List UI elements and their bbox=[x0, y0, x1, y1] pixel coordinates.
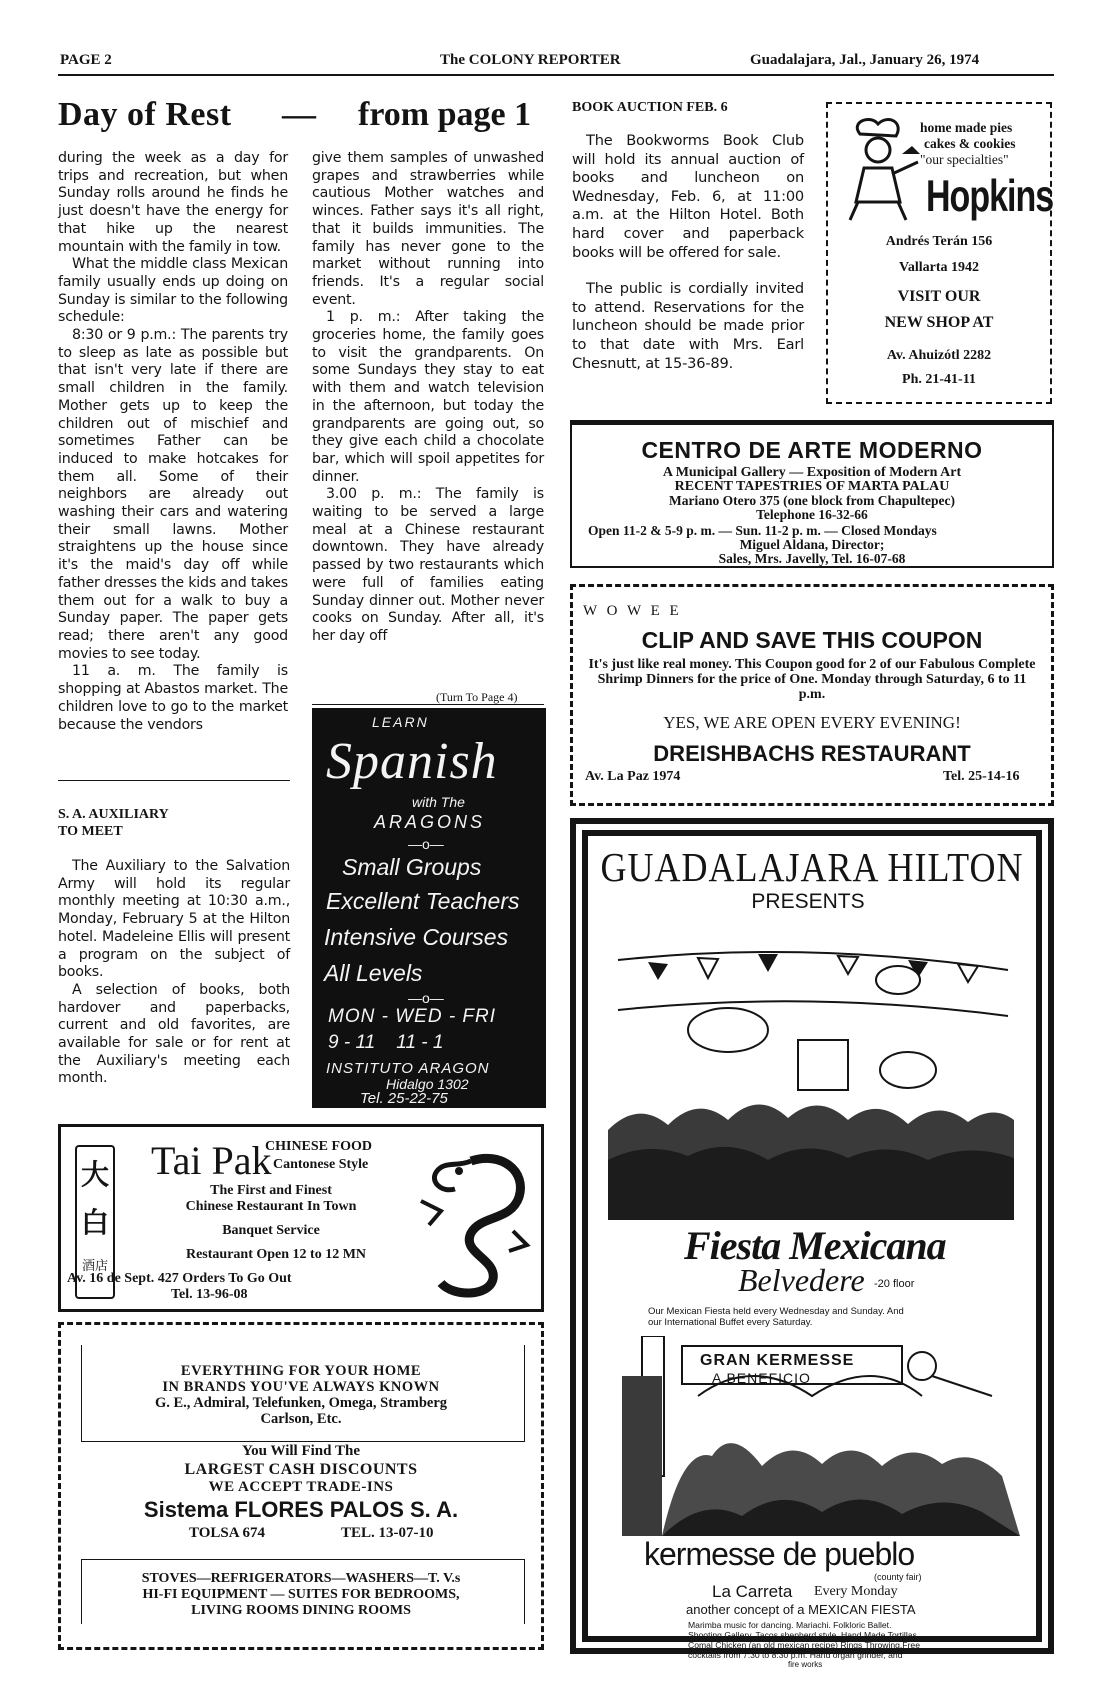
wowee-tel: Tel. 25-14-16 bbox=[943, 769, 1020, 784]
mexican-fiesta-concept: another concept of a MEXICAN FIESTA bbox=[686, 1602, 916, 1617]
taipak-glyph: 酒店 bbox=[81, 1258, 108, 1273]
taipak-line: Banquet Service bbox=[222, 1223, 320, 1238]
hopkins-ad bbox=[826, 102, 1052, 404]
palos-line: WE ACCEPT TRADE-INS bbox=[208, 1479, 394, 1495]
centro-line: RECENT TAPESTRIES OF MARTA PALAU bbox=[674, 479, 950, 494]
column-rule bbox=[312, 704, 544, 705]
palos-line: IN BRANDS YOU'VE ALWAYS KNOWN bbox=[162, 1379, 440, 1395]
taipak-glyph: 大 bbox=[80, 1160, 109, 1191]
hopkins-tagline: home made pies bbox=[920, 120, 1013, 135]
spanish-with: with The bbox=[412, 794, 465, 810]
story-paragraph: during the week as a day for trips and recreation, but when Sunday rolls around he finds he just doesn't have the energy for that hike up the nearest mountain with the family in tow. bbox=[58, 150, 288, 255]
flores-palos-ad bbox=[58, 1322, 544, 1650]
centro-line: Open 11-2 & 5-9 p. m. — Sun. 11-2 p. m. — Closed Mondays bbox=[588, 523, 937, 538]
hopkins-address: Andrés Terán 156 bbox=[885, 234, 993, 249]
story-paragraph: 11 a. m. The family is shopping at Abastos market. The children love to go to the market because the vendors bbox=[58, 663, 288, 733]
hopkins-tagline: cakes & cookies bbox=[924, 136, 1016, 151]
taipak-sub1: CHINESE FOOD bbox=[265, 1139, 372, 1154]
kermesse-county: (county fair) bbox=[874, 1572, 922, 1582]
palos-name: Sistema FLORES PALOS S. A. bbox=[143, 1497, 459, 1522]
story-paragraph: give them samples of unwashed grapes and strawberries while cautious Mother watches and winces. Father says it's all right, that it builds immunities. The family has never gone to the market without running into friends. It's a regular social event. bbox=[312, 150, 544, 308]
taipak-line: Chinese Restaurant In Town bbox=[185, 1199, 357, 1214]
spanish-line-levels: All Levels bbox=[324, 960, 423, 986]
hilton-ad bbox=[570, 818, 1054, 1669]
fiesta-description: our International Buffet every Saturday. bbox=[648, 1317, 813, 1328]
palos-bottom-line: LIVING ROOMS DINING ROOMS bbox=[191, 1603, 411, 1618]
auxiliary-headline-1: S. A. AUXILIARY bbox=[58, 807, 169, 822]
kermesse-detail: Marimba music for dancing. Mariachi. Folkloric Ballet. bbox=[688, 1620, 892, 1630]
dragon-illustration bbox=[401, 1141, 537, 1301]
kermesse-banner-sub: A BENEFICIO bbox=[712, 1370, 811, 1386]
kermesse-banner: GRAN KERMESSE bbox=[700, 1352, 855, 1369]
wowee-restaurant-name: DREISHBACHS RESTAURANT bbox=[653, 741, 971, 766]
kermesse-title: kermesse de pueblo bbox=[644, 1536, 915, 1572]
every-monday: Every Monday bbox=[814, 1584, 898, 1599]
centro-arte-ad bbox=[570, 420, 1054, 568]
book-auction-paragraph: The public is cordially invited to attend. Reservations for the luncheon should be made prior to that date with Mrs. Earl Chesnutt, at 15-36-89. bbox=[572, 280, 804, 372]
story-paragraph: 3.00 p. m.: The family is waiting to be served a large meal at a Chinese restaurant downtown. They have already passed by two restaurants which were full of families eating Sunday dinner out. Mother never cooks on Sunday. After all, it's her day off bbox=[312, 486, 544, 644]
spanish-hours: 9 - 11 11 - 1 bbox=[328, 1032, 444, 1053]
wowee-address: Av. La Paz 1974 bbox=[585, 769, 681, 784]
hopkins-visit: NEW SHOP AT bbox=[884, 314, 994, 331]
wowee-open: YES, WE ARE OPEN EVERY EVENING! bbox=[663, 713, 961, 732]
wowee-title: CLIP AND SAVE THIS COUPON bbox=[641, 627, 983, 653]
spanish-days: MON - WED - FRI bbox=[328, 1006, 497, 1027]
taipak-ad bbox=[58, 1124, 544, 1312]
auxiliary-headline-2: TO MEET bbox=[58, 824, 123, 839]
paper-name: The COLONY REPORTER bbox=[440, 52, 621, 68]
palos-tel: TEL. 13-07-10 bbox=[341, 1525, 434, 1541]
centro-line: Sales, Mrs. Javelly, Tel. 16-07-68 bbox=[718, 551, 906, 566]
auxiliary-paragraph: A selection of books, both hardover and paperbacks, current and old favorites, are available for sale or for rent at the Auxiliary's meeting each month. bbox=[58, 981, 290, 1087]
belvedere-title: Belvedere bbox=[738, 1262, 865, 1298]
kermesse-detail: fire works bbox=[788, 1660, 823, 1669]
wowee-body: It's just like real money. This Coupon good for 2 of our Fabulous Complete Shrimp Dinners for the price of One. Monday through Saturday, 6 to 11 p.m. bbox=[588, 657, 1036, 702]
spanish-dash: —o— bbox=[408, 836, 444, 852]
palos-bottom-line: STOVES—REFRIGERATORS—WASHERS—T. V.s bbox=[141, 1571, 461, 1586]
palos-line: Carlson, Etc. bbox=[260, 1411, 342, 1427]
hopkins-name: Hopkins bbox=[926, 172, 1054, 222]
centro-line: Miguel Aldana, Director; bbox=[739, 537, 885, 552]
kermesse-detail: Comal Chicken (an old mexican recipe) Rings Throwing.Free bbox=[688, 1640, 920, 1650]
belvedere-floor: -20 floor bbox=[874, 1278, 915, 1290]
spanish-tel: Tel. 25-22-75 bbox=[360, 1090, 448, 1107]
spanish-dash: —o— bbox=[408, 990, 444, 1006]
spanish-aragons: ARAGONS bbox=[374, 812, 486, 832]
story-paragraph: What the middle class Mexican family usually ends up doing on Sunday is similar to the following schedule: bbox=[58, 256, 288, 326]
centro-line: A Municipal Gallery — Exposition of Modern Art bbox=[662, 465, 962, 480]
story-headline-dash: — bbox=[282, 96, 316, 133]
wowee-coupon-ad bbox=[570, 584, 1054, 806]
hopkins-address: Av. Ahuizótl 2282 bbox=[886, 348, 992, 363]
centro-title: CENTRO DE ARTE MODERNO bbox=[641, 437, 983, 463]
taipak-line: The First and Finest bbox=[210, 1183, 332, 1198]
centro-line: Telephone 16-32-66 bbox=[756, 507, 868, 522]
hopkins-phone: Ph. 21-41-11 bbox=[902, 372, 976, 387]
book-auction-body bbox=[572, 132, 804, 373]
taipak-sub2: Cantonese Style bbox=[273, 1157, 369, 1172]
la-carreta: La Carreta bbox=[712, 1582, 793, 1601]
dateline: Guadalajara, Jal., January 26, 1974 bbox=[750, 52, 980, 68]
taipak-name: Tai Pak bbox=[151, 1138, 272, 1183]
taipak-glyph: 白 bbox=[80, 1208, 109, 1239]
taipak-line: Tel. 13-96-08 bbox=[171, 1287, 248, 1302]
palos-line: G. E., Admiral, Telefunken, Omega, Stramberg bbox=[154, 1395, 448, 1411]
spanish-learn: LEARN bbox=[372, 714, 429, 730]
palos-line: EVERYTHING FOR YOUR HOME bbox=[180, 1363, 422, 1379]
auxiliary-paragraph: The Auxiliary to the Salvation Army will hold its regular monthly meeting at 10:30 a.m., Monday, February 5 at the Hilton hotel. Madeleine Ellis will present a program on the subject of books. bbox=[58, 858, 290, 981]
fiesta-title: Fiesta Mexicana bbox=[684, 1223, 946, 1268]
spanish-line-teachers: Excellent Teachers bbox=[326, 888, 520, 914]
centro-line: Mariano Otero 375 (one block from Chapultepec) bbox=[669, 493, 955, 508]
story-column-2 bbox=[312, 150, 544, 646]
palos-line: LARGEST CASH DISCOUNTS bbox=[184, 1461, 418, 1478]
palos-bottom-line: HI-FI EQUIPMENT — SUITES FOR BEDROOMS, bbox=[142, 1587, 460, 1602]
spanish-title: Spanish bbox=[326, 733, 498, 790]
chef-icon bbox=[840, 114, 920, 224]
book-auction-paragraph: The Bookworms Book Club will hold its annual auction of books and luncheon on Wednesday, Feb. 6, at 11:00 a.m. at the Hilton Hotel. Both hard cover and paperback books will be offered for sale. bbox=[572, 132, 804, 261]
story-column-1 bbox=[58, 150, 288, 734]
hopkins-tagline: "our specialties" bbox=[920, 152, 1009, 167]
taipak-line: Av. 16 de Sept. 427 Orders To Go Out bbox=[67, 1271, 292, 1286]
story-paragraph: 8:30 or 9 p.m.: The parents try to sleep as late as possible but that isn't very late if there are small children in the family. Mother gets up to keep the children out of mischief and sometimes Father can be induced to make hotcakes for them all. Some of their neighbors are already out washing their cars and watering their small lawns. Mother straightens up the house since it's the maid's day off while father dresses the kids and takes them out for a walk to buy a Sunday paper. The paper gets read; there aren't any good movies to see today. bbox=[58, 327, 288, 662]
palos-address: TOLSA 674 bbox=[189, 1525, 266, 1541]
fiesta-description: Our Mexican Fiesta held every Wednesday and Sunday. And bbox=[648, 1306, 904, 1317]
spanish-line-small-groups: Small Groups bbox=[342, 854, 482, 880]
hopkins-address: Vallarta 1942 bbox=[899, 260, 979, 275]
spanish-street: Hidalgo 1302 bbox=[386, 1076, 469, 1092]
page-number: PAGE 2 bbox=[60, 52, 112, 68]
story-paragraph: 1 p. m.: After taking the groceries home, the family goes to visit the grandparents. On some Sundays they stay to eat with them and watch television in the afternoon, but today the grandparents are going out, so they give each child a chocolate bar, which will spoil appetites for dinner. bbox=[312, 309, 544, 485]
spanish-line-courses: Intensive Courses bbox=[324, 924, 509, 950]
fiesta-crowd-illustration bbox=[608, 920, 1014, 1220]
hilton-name: GUADALAJARA HILTON bbox=[600, 844, 1024, 890]
wowee-kicker: W O W E E bbox=[583, 603, 682, 619]
hilton-presents: PRESENTS bbox=[751, 890, 865, 913]
story-headline-right: from page 1 bbox=[358, 96, 532, 133]
story-headline-left: Day of Rest bbox=[58, 96, 232, 133]
kermesse-detail: Shooting Gallery, Tacos shepherd style, Hand Made Tortillas, bbox=[688, 1630, 920, 1640]
auxiliary-body bbox=[58, 858, 290, 1088]
taipak-line: Restaurant Open 12 to 12 MN bbox=[185, 1247, 367, 1262]
column-rule bbox=[58, 780, 290, 781]
kermesse-detail: cocktails from 7:30 to 8:30 p.m. Hand organ grinder, and bbox=[688, 1650, 903, 1660]
hopkins-visit: VISIT OUR bbox=[897, 288, 981, 305]
spanish-school-ad bbox=[312, 708, 546, 1108]
book-auction-headline: BOOK AUCTION FEB. 6 bbox=[572, 100, 728, 115]
masthead-rule bbox=[58, 74, 1054, 76]
palos-line: You Will Find The bbox=[242, 1443, 360, 1459]
spanish-school: INSTITUTO ARAGON bbox=[326, 1060, 490, 1077]
auxiliary-headline bbox=[58, 806, 290, 840]
jump-line: (Turn To Page 4) bbox=[436, 690, 518, 704]
